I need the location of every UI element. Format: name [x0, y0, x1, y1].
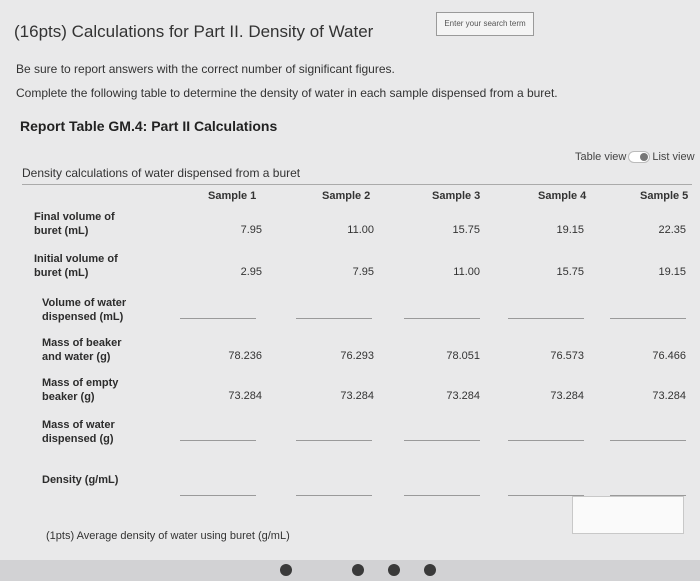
- average-density-label: (1pts) Average density of water using buret (g/mL): [46, 530, 290, 542]
- answer-input-blank[interactable]: [180, 495, 256, 496]
- answer-input-blank[interactable]: [296, 318, 372, 319]
- table-cell-value: 19.15: [556, 224, 584, 236]
- table-cell-value: 15.75: [452, 224, 480, 236]
- table-cell-value: 76.293: [340, 350, 374, 362]
- taskbar-app-icon[interactable]: [352, 564, 364, 576]
- table-cell-value: 73.284: [652, 390, 686, 402]
- row-label: Density (g/mL): [42, 474, 119, 486]
- answer-input-blank[interactable]: [296, 495, 372, 496]
- table-caption: Density calculations of water dispensed from a buret: [22, 166, 301, 180]
- average-density-input[interactable]: [572, 496, 684, 534]
- row-label: Mass of empty beaker (g): [42, 377, 119, 403]
- row-label: Mass of beaker and water (g): [42, 337, 122, 363]
- toggle-switch-icon[interactable]: [628, 151, 650, 163]
- row-label: Initial volume of buret (mL): [34, 253, 118, 279]
- taskbar-app-icon[interactable]: [280, 564, 292, 576]
- table-cell-value: 22.35: [658, 224, 686, 236]
- search-input[interactable]: Enter your search term: [436, 12, 534, 36]
- table-cell-value: 73.284: [446, 390, 480, 402]
- report-table-title: Report Table GM.4: Part II Calculations: [20, 118, 278, 134]
- answer-input-blank[interactable]: [404, 495, 480, 496]
- answer-input-blank[interactable]: [404, 318, 480, 319]
- table-cell-value: 7.95: [352, 266, 374, 278]
- col-header-sample-1: Sample 1: [208, 190, 257, 202]
- answer-input-blank[interactable]: [508, 440, 584, 441]
- row-label: Mass of water dispensed (g): [42, 419, 115, 445]
- answer-input-blank[interactable]: [610, 440, 686, 441]
- row-label: Final volume of buret (mL): [34, 211, 115, 237]
- taskbar: [0, 560, 700, 581]
- col-header-sample-3: Sample 3: [432, 190, 481, 202]
- taskbar-app-icon[interactable]: [388, 564, 400, 576]
- table-cell-value: 78.236: [228, 350, 262, 362]
- taskbar-app-icon[interactable]: [424, 564, 436, 576]
- col-header-sample-5: Sample 5: [640, 190, 689, 202]
- answer-input-blank[interactable]: [180, 318, 256, 319]
- list-view-label[interactable]: List view: [652, 151, 695, 163]
- table-cell-value: 11.00: [347, 224, 374, 236]
- answer-input-blank[interactable]: [610, 318, 686, 319]
- table-cell-value: 11.00: [453, 266, 480, 278]
- table-cell-value: 76.466: [652, 350, 686, 362]
- table-cell-value: 15.75: [556, 266, 584, 278]
- table-cell-value: 7.95: [240, 224, 262, 236]
- answer-input-blank[interactable]: [180, 440, 256, 441]
- instruction-sigfigs: Be sure to report answers with the correct number of significant figures.: [16, 62, 395, 76]
- header-divider: [22, 184, 692, 185]
- answer-input-blank[interactable]: [508, 318, 584, 319]
- table-cell-value: 73.284: [550, 390, 584, 402]
- table-cell-value: 73.284: [340, 390, 374, 402]
- table-cell-value: 2.95: [240, 266, 262, 278]
- col-header-sample-4: Sample 4: [538, 190, 587, 202]
- answer-input-blank[interactable]: [404, 440, 480, 441]
- col-header-sample-2: Sample 2: [322, 190, 371, 202]
- table-cell-value: 76.573: [550, 350, 584, 362]
- instruction-complete-table: Complete the following table to determine the density of water in each sample dispensed from a buret.: [16, 86, 558, 100]
- table-cell-value: 73.284: [228, 390, 262, 402]
- table-view-label[interactable]: Table view: [575, 151, 627, 163]
- table-cell-value: 78.051: [446, 350, 480, 362]
- page-title: (16pts) Calculations for Part II. Density of Water: [14, 22, 374, 41]
- answer-input-blank[interactable]: [296, 440, 372, 441]
- view-toggle[interactable]: [575, 151, 695, 163]
- table-cell-value: 19.15: [658, 266, 686, 278]
- row-label: Volume of water dispensed (mL): [42, 297, 127, 323]
